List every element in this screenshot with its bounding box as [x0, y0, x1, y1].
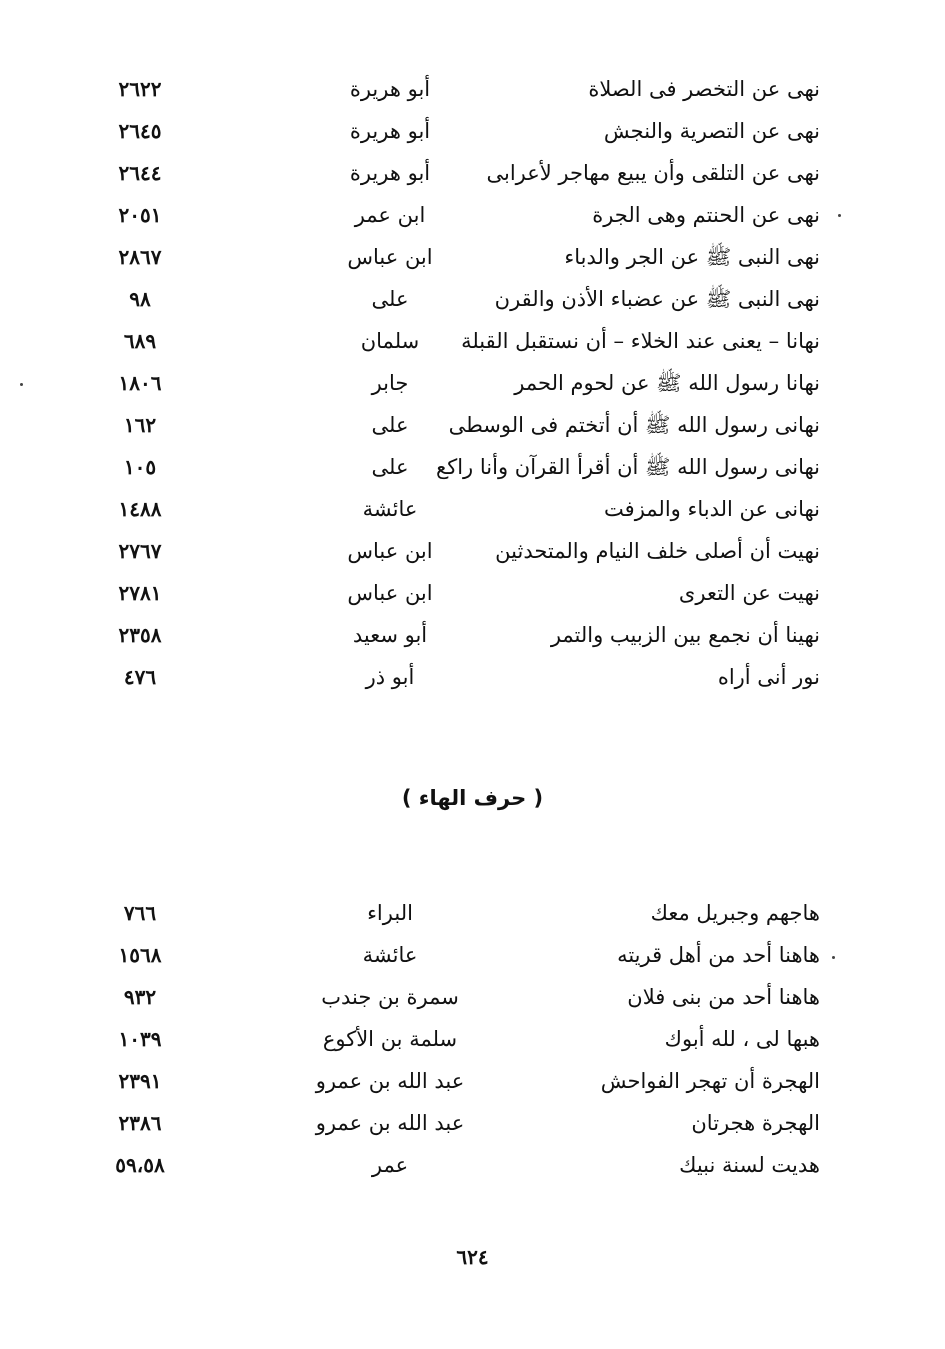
narrator-name: ابن عمر	[354, 203, 426, 227]
index-row	[0, 488, 945, 530]
index-row	[0, 362, 945, 404]
hadith-number: ٢٦٤٤	[118, 161, 162, 185]
index-row	[0, 1060, 945, 1102]
hadith-text: نهى النبى ﷺ عن الجر والدباء	[564, 245, 820, 269]
index-row	[0, 934, 945, 976]
narrator-name: على	[371, 455, 409, 479]
hadith-text: نهى عن الحنتم وهى الجرة	[592, 203, 820, 227]
hadith-number: ٢٦٤٥	[118, 119, 162, 143]
hadith-text: هاجهم وجبريل معك	[650, 901, 820, 925]
narrator-name: على	[371, 413, 409, 437]
narrator-name: أبو هريرة	[349, 119, 431, 143]
narrator-name: عائشة	[362, 497, 418, 521]
hadith-number: ١٥٦٨	[118, 943, 162, 967]
index-row	[0, 892, 945, 934]
hadith-text: نهيت أن أصلى خلف النيام والمتحدثين	[495, 539, 820, 563]
hadith-text: نهانى عن الدباء والمزفت	[604, 497, 820, 521]
hadith-number: ٢٨٦٧	[118, 245, 162, 269]
index-row	[0, 1144, 945, 1186]
index-row	[0, 68, 945, 110]
hadith-number: ٥٩،٥٨	[115, 1153, 165, 1177]
narrator-name: ابن عباس	[347, 245, 433, 269]
index-row	[0, 278, 945, 320]
narrator-name: عمر	[371, 1153, 409, 1177]
hadith-text: هديت لسنة نبيك	[679, 1153, 820, 1177]
narrator-name: البراء	[367, 901, 413, 925]
narrator-name: أبو هريرة	[349, 77, 431, 101]
scan-speck	[832, 956, 835, 959]
narrator-name: ابن عباس	[347, 539, 433, 563]
index-row	[0, 446, 945, 488]
narrator-name: عبد الله بن عمرو	[315, 1069, 465, 1093]
hadith-number: ٢٠٥١	[118, 203, 162, 227]
narrator-name: سلمة بن الأكوع	[322, 1027, 458, 1051]
index-row	[0, 404, 945, 446]
hadith-text: الهجرة أن تهجر الفواحش	[600, 1069, 820, 1093]
hadith-text: نهينا أن نجمع بين الزبيب والتمر	[550, 623, 820, 647]
index-row	[0, 530, 945, 572]
hadith-number: ٦٨٩	[123, 329, 157, 353]
hadith-number: ١٠٥	[123, 455, 157, 479]
hadith-text: نهيت عن التعرى	[678, 581, 820, 605]
hadith-number: ٢٣٩١	[118, 1069, 162, 1093]
hadith-text: هبها لى ، لله أبوك	[664, 1027, 820, 1051]
index-row	[0, 614, 945, 656]
index-row	[0, 656, 945, 698]
narrator-name: سمرة بن جندب	[321, 985, 459, 1009]
hadith-number: ٢٧٦٧	[118, 539, 162, 563]
hadith-number: ٧٦٦	[123, 901, 157, 925]
hadith-number: ٩٣٢	[123, 985, 157, 1009]
hadith-text: هاهنا أحد من أهل قريته	[617, 943, 820, 967]
index-row	[0, 1018, 945, 1060]
scan-speck	[838, 214, 841, 217]
index-row	[0, 1102, 945, 1144]
hadith-number: ٤٧٦	[123, 665, 157, 689]
scan-speck	[20, 383, 23, 386]
hadith-text: نهى عن التلقى وأن يبيع مهاجر لأعرابى	[486, 161, 820, 185]
narrator-name: عائشة	[362, 943, 418, 967]
hadith-number: ٢٧٨١	[118, 581, 162, 605]
index-row	[0, 976, 945, 1018]
hadith-number: ١٦٢	[123, 413, 157, 437]
narrator-name: على	[371, 287, 409, 311]
hadith-text: نهى النبى ﷺ عن عضباء الأذن والقرن	[494, 287, 820, 311]
narrator-name: ابن عباس	[347, 581, 433, 605]
hadith-text: نهانى رسول الله ﷺ أن أتختم فى الوسطى	[448, 413, 820, 437]
hadith-number: ١٤٨٨	[118, 497, 162, 521]
hadith-number: ١٨٠٦	[118, 371, 162, 395]
hadith-text: هاهنا أحد من بنى فلان	[627, 985, 820, 1009]
narrator-name: جابر	[371, 371, 409, 395]
index-row	[0, 194, 945, 236]
hadith-text: نهانا رسول الله ﷺ عن لحوم الحمر	[514, 371, 820, 395]
hadith-text: الهجرة هجرتان	[691, 1111, 820, 1135]
hadith-text: نهانى رسول الله ﷺ أن أقرأ القرآن وأنا راكع	[436, 455, 820, 479]
hadith-text: نهى عن التخصر فى الصلاة	[588, 77, 820, 101]
narrator-name: سلمان	[360, 329, 420, 353]
narrator-name: أبو ذر	[365, 665, 415, 689]
narrator-name: أبو هريرة	[349, 161, 431, 185]
hadith-number: ٢٣٨٦	[118, 1111, 162, 1135]
index-row	[0, 152, 945, 194]
narrator-name: أبو سعيد	[352, 623, 428, 647]
hadith-number: ٢٣٥٨	[118, 623, 162, 647]
hadith-text: نور أنى أراه	[717, 665, 820, 689]
page-number: ٦٢٤	[456, 1245, 489, 1269]
index-row	[0, 236, 945, 278]
hadith-number: ٩٨	[129, 287, 151, 311]
hadith-text: نهى عن التصرية والنجش	[603, 119, 820, 143]
hadith-text: نهانا – يعنى عند الخلاء – أن نستقبل القبلة	[461, 329, 820, 353]
index-row	[0, 320, 945, 362]
index-row	[0, 572, 945, 614]
narrator-name: عبد الله بن عمرو	[315, 1111, 465, 1135]
hadith-number: ١٠٣٩	[118, 1027, 162, 1051]
section-heading: ( حرف الهاء )	[401, 786, 544, 810]
index-row	[0, 110, 945, 152]
hadith-number: ٢٦٢٢	[118, 77, 162, 101]
